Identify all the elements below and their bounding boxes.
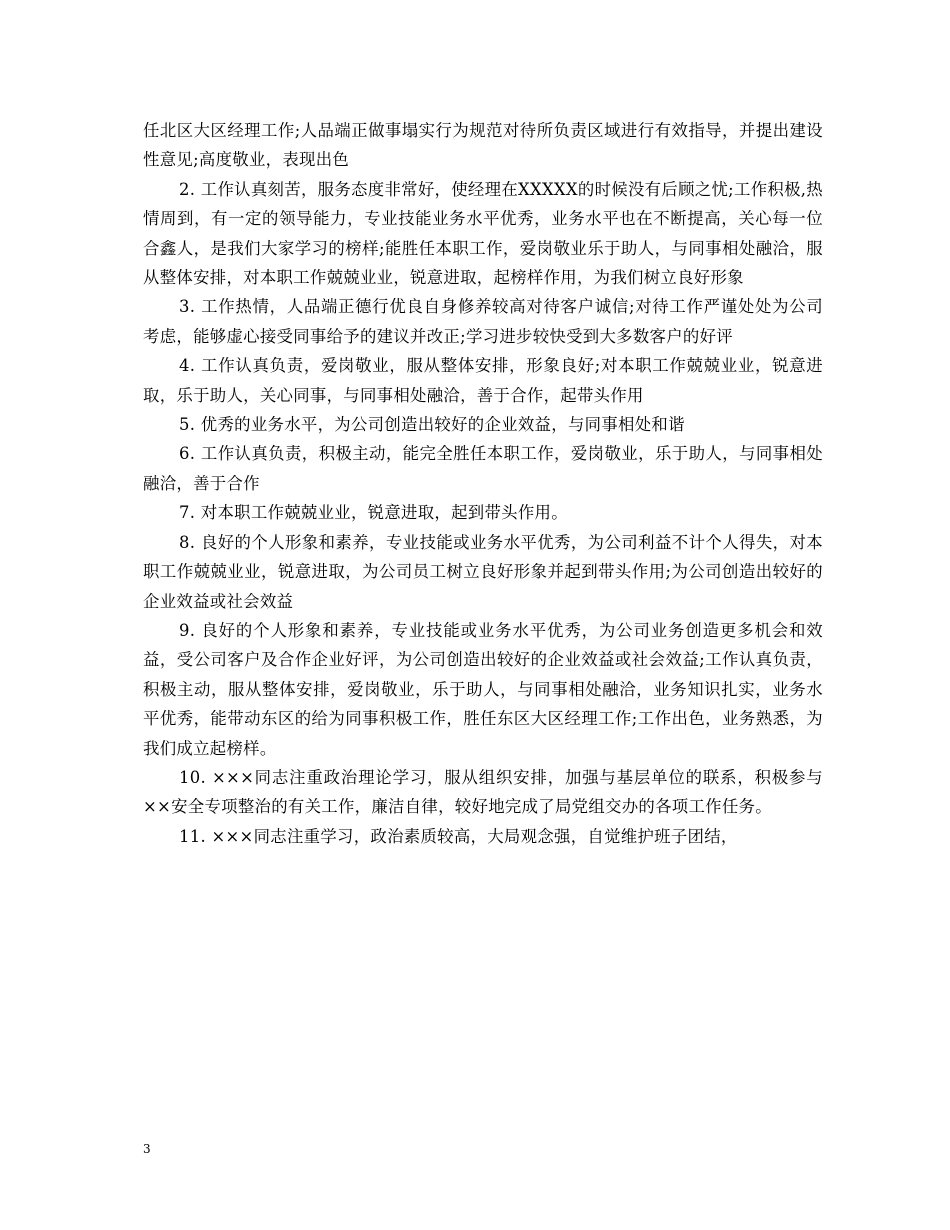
- paragraph-item-8: 8. 良好的个人形象和素养，专业技能或业务水平优秀，为公司利益不计个人得失，对本职工作兢兢业业，锐意进取，为公司员工树立良好形象并起到带头作用;为公司创造出较好的企业效益或社会效益: [143, 532, 823, 611]
- page-number: 3: [143, 1142, 151, 1156]
- paragraph-continuation: 任北区大区经理工作;人品端正做事塌实行为规范对待所负责区域进行有效指导，并提出建设性意见;高度敬业，表现出色: [143, 121, 823, 170]
- paragraph-item-10: 10. ×××同志注重政治理论学习，服从组织安排，加强与基层单位的联系，积极参与××安全专项整治的有关工作，廉洁自律，较好地完成了局党组交办的各项工作任务。: [143, 767, 823, 817]
- body-text: [143, 116, 823, 851]
- paragraph-item-5: 5. 优秀的业务水平，为公司创造出较好的企业效益，与同事相处和谐: [179, 415, 685, 435]
- paragraph-item-2: 2. 工作认真刻苦，服务态度非常好，使经理在XXXXX的时候没有后顾之忧;工作积极,热情周到，有一定的领导能力，专业技能业务水平优秀，业务水平也在不断提高，关心每一位合鑫人，是我们大家学习的榜样;能胜任本职工作，爱岗敬业乐于助人，与同事相处融洽，服从整体安排，对本职工作兢兢业业，锐意进取，起榜样作用，为我们树立良好形象: [143, 179, 823, 288]
- paragraph-item-4: 4. 工作认真负责，爱岗敬业，服从整体安排，形象良好;对本职工作兢兢业业，锐意进取，乐于助人，关心同事，与同事相处融洽，善于合作，起带头作用: [143, 356, 823, 405]
- paragraph-item-3: 3. 工作热情，人品端正德行优良自身修养较高对待客户诚信;对待工作严谨处处为公司考虑，能够虚心接受同事给予的建议并改正;学习进步较快受到大多数客户的好评: [143, 297, 823, 346]
- paragraph-item-7: 7. 对本职工作兢兢业业，锐意进取，起到带头作用。: [179, 503, 568, 523]
- paragraph-item-9: 9. 良好的个人形象和素养，专业技能或业务水平优秀，为公司业务创造更多机会和效益，受公司客户及合作企业好评，为公司创造出较好的企业效益或社会效益;工作认真负责，积极主动，服从整体安排，爱岗敬业，乐于助人，与同事相处融洽，业务知识扎实，业务水平优秀，能带动东区的给为同事积极工作，胜任东区大区经理工作;工作出色，业务熟悉，为我们成立起榜样。: [143, 620, 823, 758]
- paragraph-item-11: 11. ×××同志注重学习，政治素质较高，大局观念强，自觉维护班子团结，: [179, 826, 738, 846]
- paragraph-item-6: 6. 工作认真负责，积极主动，能完全胜任本职工作，爱岗敬业，乐于助人，与同事相处融洽，善于合作: [143, 444, 823, 493]
